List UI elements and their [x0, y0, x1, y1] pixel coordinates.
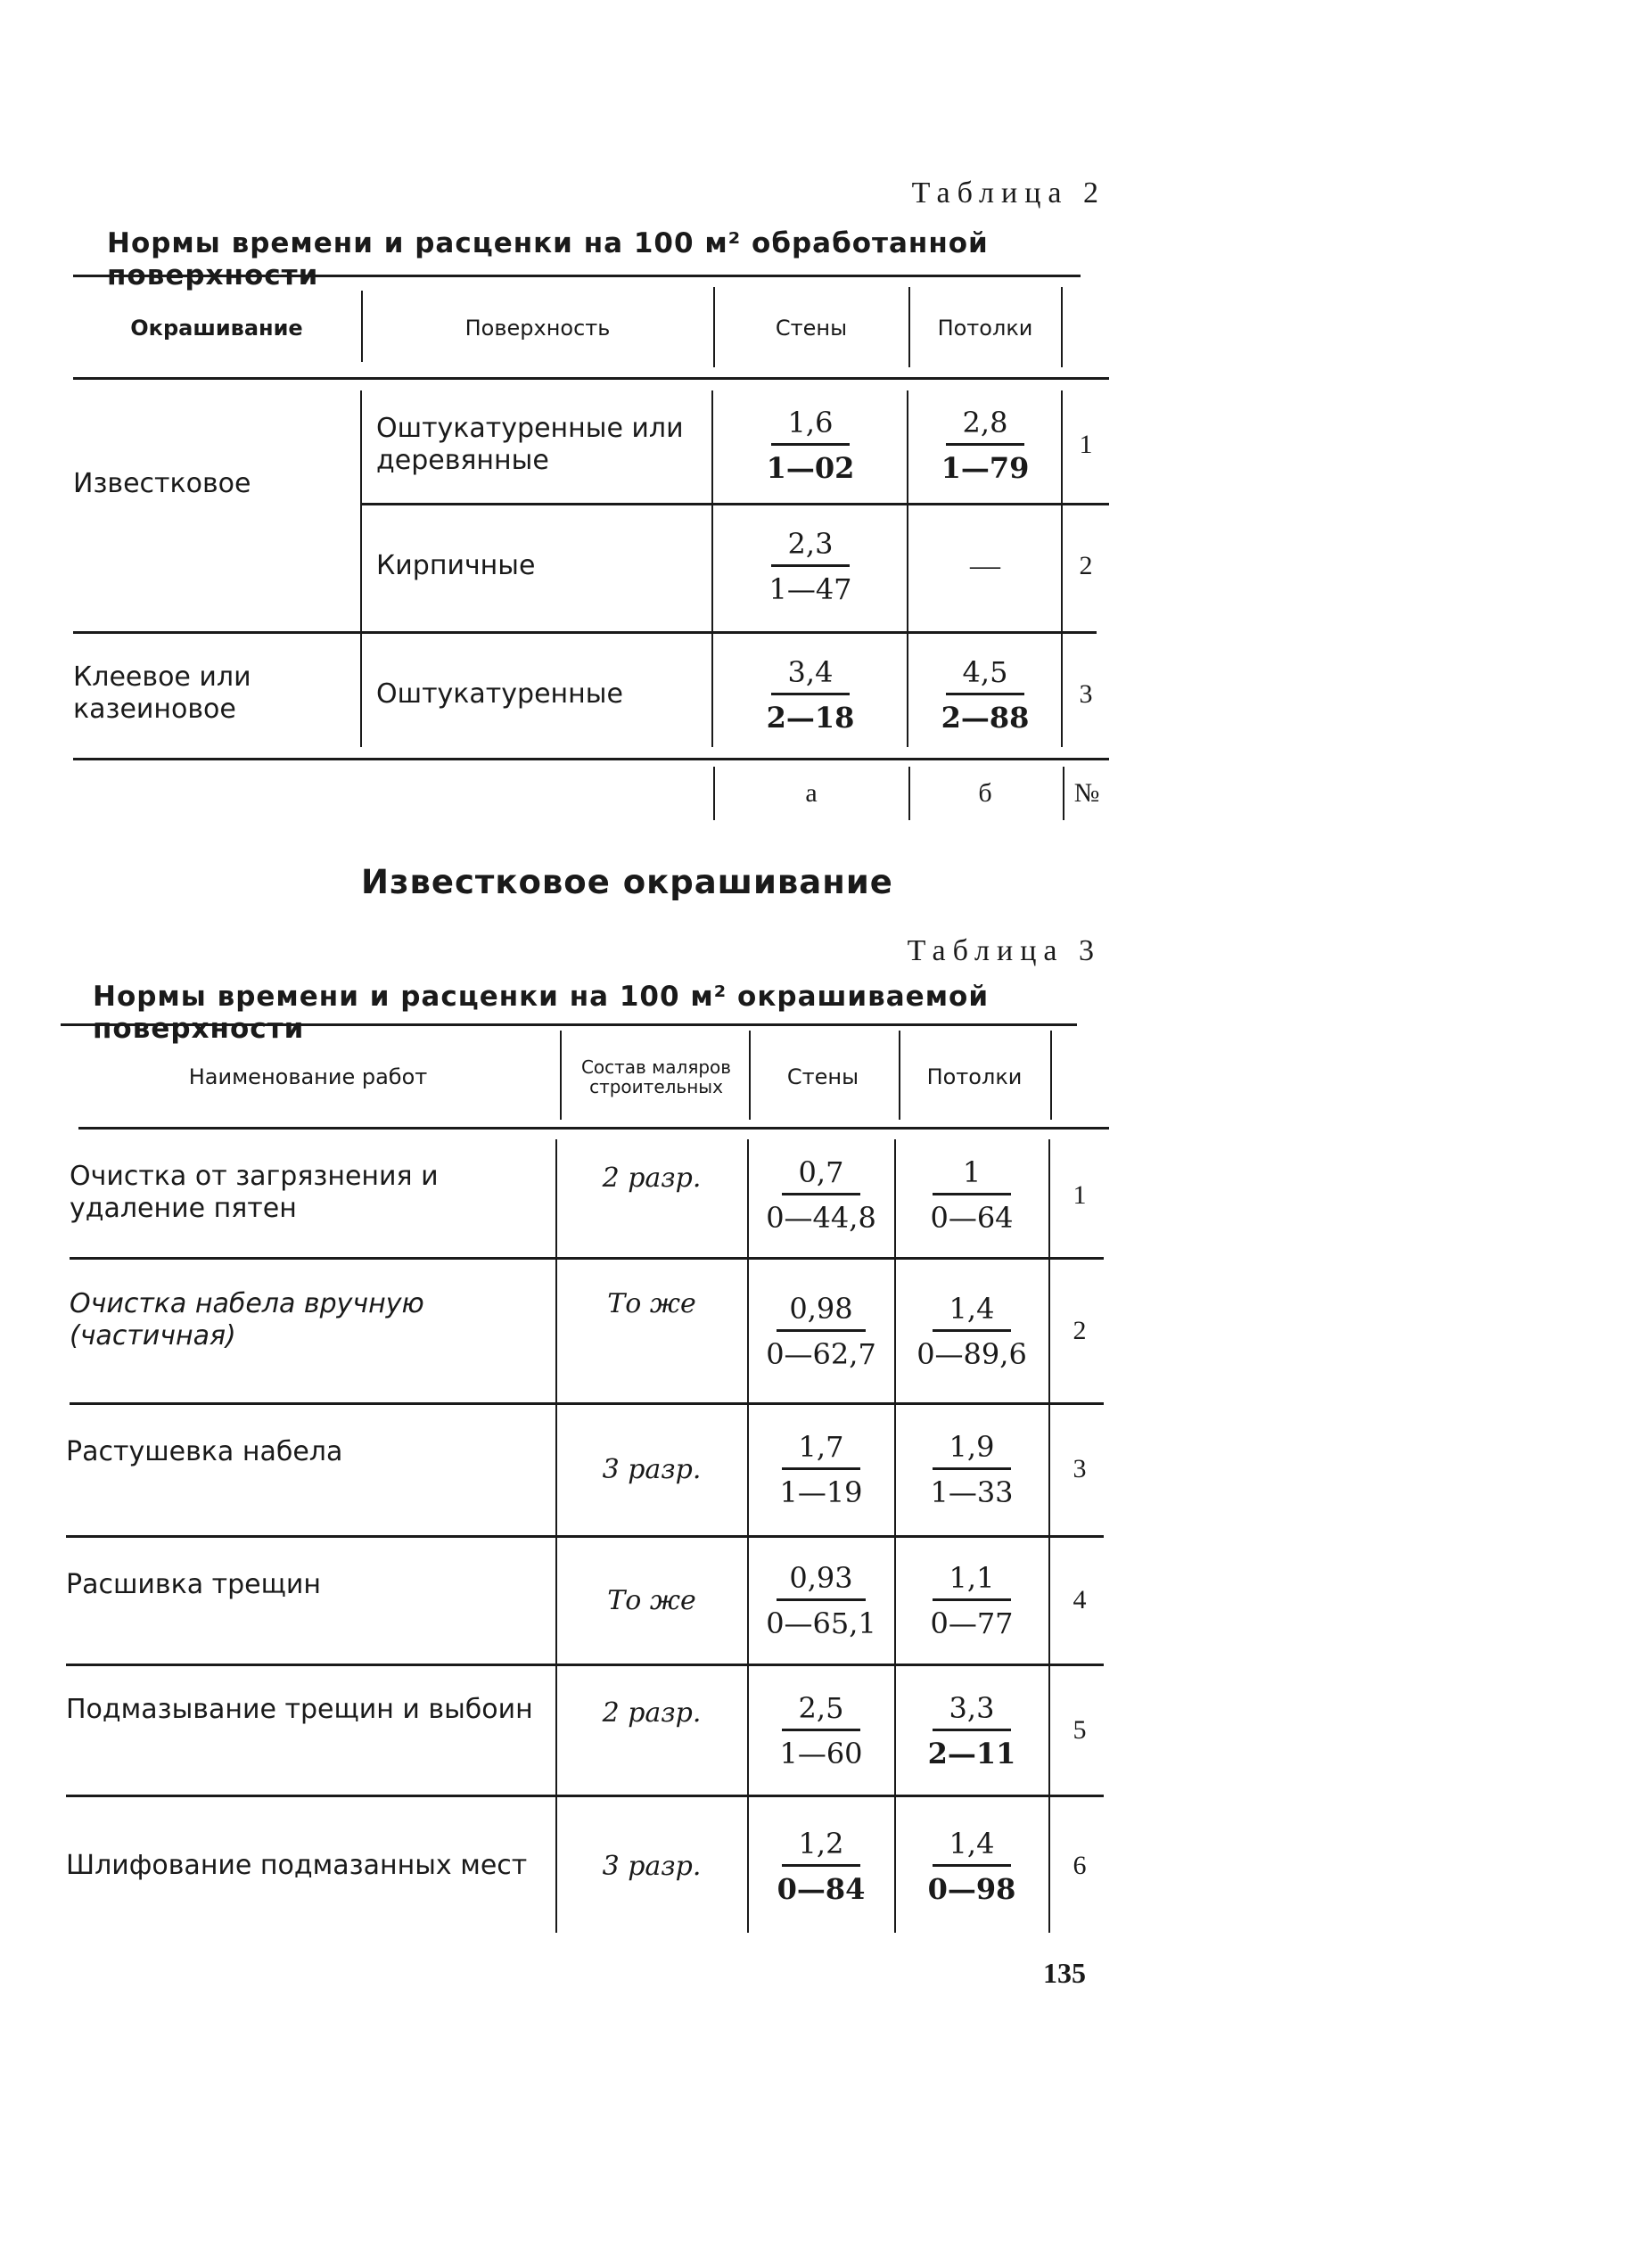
table3 [61, 1023, 1109, 1942]
table3-vrule [560, 1031, 562, 1120]
rate: 1—19 [779, 1475, 863, 1509]
rate: 1—02 [766, 450, 855, 485]
table3-caption: Нормы времени и расценки на 100 м² окрашиваемой поверхности [93, 981, 990, 1045]
rate: 1—33 [930, 1475, 1014, 1509]
table2-ceilings-value [909, 396, 1061, 494]
table2-header-ceilings: Потолки [937, 316, 1033, 341]
table3-ceilings-value [896, 1139, 1048, 1251]
table3-crew: То же [607, 1288, 696, 1319]
table3-row-number: 6 [1073, 1851, 1087, 1880]
time-norm: 4,5 [946, 655, 1024, 695]
table3-walls-value [749, 1672, 893, 1788]
time-norm: 1,6 [771, 406, 850, 446]
time-norm: 1,4 [933, 1292, 1011, 1332]
table2-header-surface: Поверхность [464, 316, 611, 341]
table3-work-name: Очистка от загрязнения и удаление пятен [70, 1161, 439, 1224]
rate: 0—64 [930, 1201, 1014, 1235]
table3-header-crew: Состав маляров строительных [580, 1056, 732, 1097]
table3-ceilings-value [896, 1672, 1048, 1788]
table3-label: Таблица 3 [907, 934, 1101, 967]
rate: 0—44,8 [766, 1201, 876, 1235]
table3-walls-value [749, 1544, 893, 1656]
table2-paint-type: Известковое [73, 468, 251, 499]
table3-header-work: Наименование работ [188, 1064, 428, 1089]
table3-crew: 2 разр. [602, 1162, 702, 1194]
table3-row-rule [66, 1664, 1104, 1666]
table3-row-rule [66, 1795, 1104, 1797]
rate: 0—62,7 [766, 1336, 876, 1371]
table3-walls-value [749, 1139, 893, 1251]
rate: 0—84 [777, 1871, 866, 1906]
time-norm: 2,5 [782, 1691, 860, 1731]
table2-vrule [360, 390, 362, 747]
table3-crew: 2 разр. [602, 1697, 702, 1729]
table2-vrule [907, 390, 908, 747]
table2-label: Таблица 2 [911, 177, 1105, 209]
table2-surface: Оштукатуренные или деревянные [376, 413, 684, 476]
table3-work-name: Расшивка трещин [66, 1569, 321, 1600]
rate: 1—79 [941, 450, 1030, 485]
table3-work-name: Очистка набела вручную (частичная) [70, 1288, 424, 1351]
table3-crew: 3 разр. [602, 1850, 702, 1882]
rate: 2—18 [766, 700, 855, 735]
table2-ceilings-value [909, 637, 1061, 752]
table3-header-walls: Стены [786, 1064, 859, 1089]
time-norm: 1,4 [933, 1827, 1011, 1867]
section-heading: Известковое окрашивание [361, 863, 893, 901]
time-norm: 2,8 [946, 406, 1024, 446]
table3-work-name: Шлифование подмазанных мест [66, 1850, 528, 1881]
rate: 0—77 [930, 1606, 1014, 1640]
time-norm: 0,98 [777, 1292, 865, 1332]
table2-row-number: 1 [1079, 430, 1093, 459]
table2 [73, 275, 1109, 827]
time-norm: 0,7 [782, 1155, 860, 1195]
table3-header-rule [78, 1127, 1109, 1130]
table2-header-rule [73, 377, 1109, 380]
table2-row2-rule [73, 631, 1097, 634]
table2-surface: Оштукатуренные [376, 678, 623, 710]
rate: 1—47 [768, 571, 852, 606]
page-number: 135 [1043, 1957, 1086, 1989]
rate: 0—98 [927, 1871, 1016, 1906]
table2-footer-number-sign: № [1073, 778, 1100, 808]
table2-header-walls: Стены [775, 316, 848, 341]
table2-walls-value [715, 396, 906, 494]
table3-crew: 3 разр. [602, 1453, 702, 1485]
table2-walls-value [715, 508, 906, 624]
time-norm: 1 [933, 1155, 1011, 1195]
table3-row-number: 4 [1073, 1585, 1087, 1614]
time-norm: 1,1 [933, 1561, 1011, 1601]
table2-top-rule [73, 275, 1081, 277]
time-norm: 1,2 [782, 1827, 860, 1867]
table2-ceilings-empty: — [970, 549, 1000, 582]
time-norm: 1,7 [782, 1430, 860, 1470]
table3-vrule [1050, 1031, 1052, 1120]
time-norm: 2,3 [771, 527, 850, 567]
table2-footer-col-a: а [805, 778, 818, 808]
table2-walls-value [715, 637, 906, 752]
table3-header-ceilings: Потолки [926, 1064, 1023, 1089]
table3-row-number: 3 [1073, 1454, 1087, 1483]
table2-vrule [711, 390, 713, 747]
time-norm: 3,4 [771, 655, 850, 695]
table3-work-name: Растушевка набела [66, 1436, 343, 1467]
table2-footer-col-b: б [978, 778, 992, 808]
table3-row-number: 2 [1073, 1316, 1087, 1345]
table3-walls-value [749, 1803, 893, 1928]
table3-walls-value [749, 1269, 893, 1393]
table2-paint-type: Клеевое или казеиновое [73, 661, 251, 725]
table2-row-number: 2 [1079, 551, 1093, 580]
table3-ceilings-value [896, 1803, 1048, 1928]
rate: 2—88 [941, 700, 1030, 735]
table3-ceilings-value [896, 1411, 1048, 1527]
table2-vrule [1061, 287, 1063, 367]
table3-crew: То же [607, 1584, 696, 1616]
table2-header-painting: Окрашивание [130, 316, 303, 341]
rate: 2—11 [927, 1736, 1016, 1770]
table2-bottom-rule [73, 758, 1109, 760]
rate: 0—89,6 [916, 1336, 1027, 1371]
table3-ceilings-value [896, 1544, 1048, 1656]
table3-row-number: 1 [1073, 1179, 1087, 1210]
table2-row1-rule [360, 503, 1109, 505]
rate: 0—65,1 [766, 1606, 876, 1640]
table2-caption: Нормы времени и расценки на 100 м² обработанной поверхности [107, 227, 989, 292]
table3-ceilings-value [896, 1269, 1048, 1393]
table3-work-name: Подмазывание трещин и выбоин [66, 1694, 533, 1725]
table3-walls-value [749, 1411, 893, 1527]
time-norm: 1,9 [933, 1430, 1011, 1470]
table2-surface: Кирпичные [376, 550, 536, 581]
time-norm: 0,93 [777, 1561, 865, 1601]
table3-row-rule [70, 1257, 1104, 1260]
table3-row-rule [66, 1535, 1104, 1538]
table3-top-rule [61, 1023, 1077, 1026]
table3-row-rule [70, 1402, 1104, 1405]
time-norm: 3,3 [933, 1691, 1011, 1731]
table3-row-number: 5 [1073, 1715, 1087, 1745]
table2-row-number: 3 [1079, 679, 1093, 709]
rate: 1—60 [779, 1736, 863, 1770]
